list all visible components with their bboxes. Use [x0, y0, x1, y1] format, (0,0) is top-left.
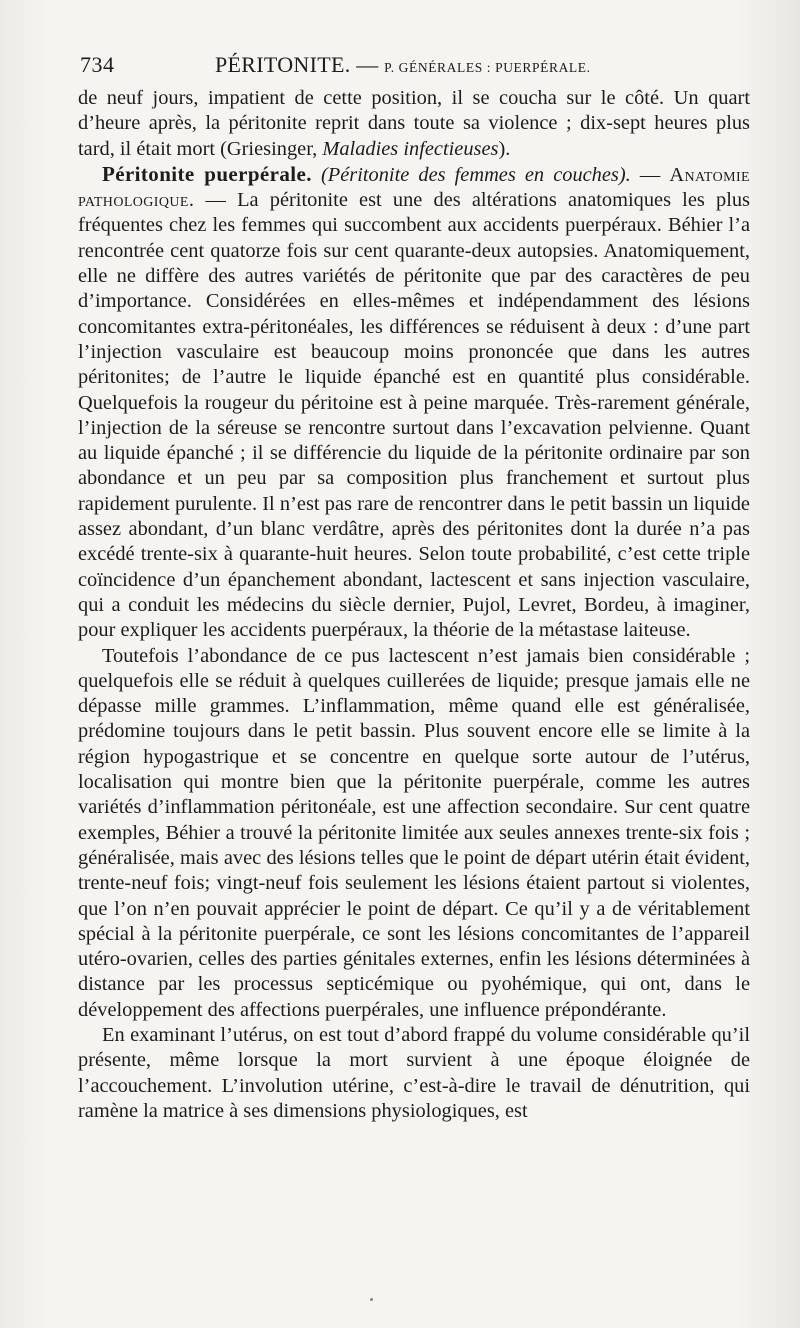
paragraph-continued-end: ).	[498, 137, 511, 160]
page-body	[78, 86, 750, 1124]
section-paragraph	[78, 162, 750, 644]
section-rubric: Anatomie pathologique.	[78, 163, 750, 212]
paragraph-continued-text: de neuf jours, impatient de cette position, il se coucha sur le côté. Un quart d’heure après, la péritonite reprit dans toute sa violence ; dix-sept heures plus tard, il était mort (Griesinger,	[78, 87, 750, 160]
citation-title: Maladies infectieuses	[322, 137, 499, 160]
running-header	[80, 52, 750, 84]
page-number: 734	[80, 52, 115, 77]
section-subtitle: (Péritonite des femmes en couches).	[320, 163, 631, 186]
print-speck	[370, 1298, 373, 1301]
section-title: Péritonite puerpérale.	[102, 161, 312, 186]
running-title	[215, 52, 591, 78]
section-dash: —	[630, 163, 670, 186]
running-title-main: PÉRITONITE. —	[215, 52, 379, 77]
paragraph-continued	[78, 86, 750, 162]
paragraph-abondance: Toutefois l’abondance de ce pus lactescent n’est jamais bien considérable ; quelquefois elle se réduit à quelques cuillerées de liquide; presque jamais elle ne dépasse mille grammes. L’inflammation, même quand elle est généralisée, prédomine toujours dans le petit bassin. Plus souvent encore elle se limite à la région hypogastrique et se concentre en quelque sorte autour de l’utérus, localisation qui montre bien que la péritonite puerpérale, comme les autres variétés d’inflammation péritonéale, est une affection secondaire. Sur cent quatre exemples, Béhier a trouvé la péritonite limitée aux seules annexes trente-six fois ; généralisée, mais avec des lésions telles que le point de départ utérin était évident, trente-neuf fois; vingt-neuf fois seulement les lésions étaient partout si violentes, que l’on n’en pouvait apprécier le point de départ. Ce qu’il y a de véritablement spécial à la péritonite puerpérale, ce sont les lésions concomitantes de l’appareil utéro-ovarien, celles des parties génitales externes, enfin les lésions déterminées à distance par les processus septicémique ou pyohémique, qui ont, dans le développement des affections puerpérales, une influence prépondérante.	[78, 644, 750, 1021]
section-text: — La péritonite est une des altérations anatomiques les plus fréquentes chez les femmes qui succombent aux accidents puerpéraux. Béhier l’a rencontrée cent quatorze fois sur cent quarante-deux autopsies. Anatomiquement, elle ne diffère des autres variétés de péritonite que par des caractères de peu d’importance. Considérées en elles-mêmes et indépendamment des lésions concomitantes extra-péritonéales, les différences se réduisent à deux : d’une part l’injection vasculaire est beaucoup moins prononcée que dans les autres péritonites; de l’autre le liquide épanché est en quantité plus considérable. Quelquefois la rougeur du péritoine est à peine marquée. Très-rarement générale, l’injection de la séreuse se rencontre surtout dans l’excavation pelvienne. Quant au liquide épanché ; il se différencie du liquide de la péritonite ordinaire par son abondance et un peu par sa composition plus franchement et surtout plus rapidement purulente. Il n’est pas rare de rencontrer dans le petit bassin un liquide assez abondant, d’un blanc verdâtre, après des péritonites dont la durée n’a pas excédé trente-six à quarante-huit heures. Selon toute probabilité, c’est cette triple coïncidence d’un épanchement abondant, lactescent et sans injection vasculaire, qui a conduit les médecins du siècle dernier, Pujol, Levret, Bordeu, à imaginer, pour expliquer les accidents puerpéraux, la théorie de la métastase laiteuse.	[78, 189, 750, 642]
paragraph-uterus: En examinant l’utérus, on est tout d’abord frappé du volume considérable qu’il présente, même lorsque la mort survient à une époque éloignée de l’accouchement. L’involution utérine, c’est-à-dire le travail de dénutrition, qui ramène la matrice à ses dimensions physiologiques, est	[78, 1023, 750, 1122]
running-title-sub: P. GÉNÉRALES : PUERPÉRALE.	[384, 60, 591, 75]
